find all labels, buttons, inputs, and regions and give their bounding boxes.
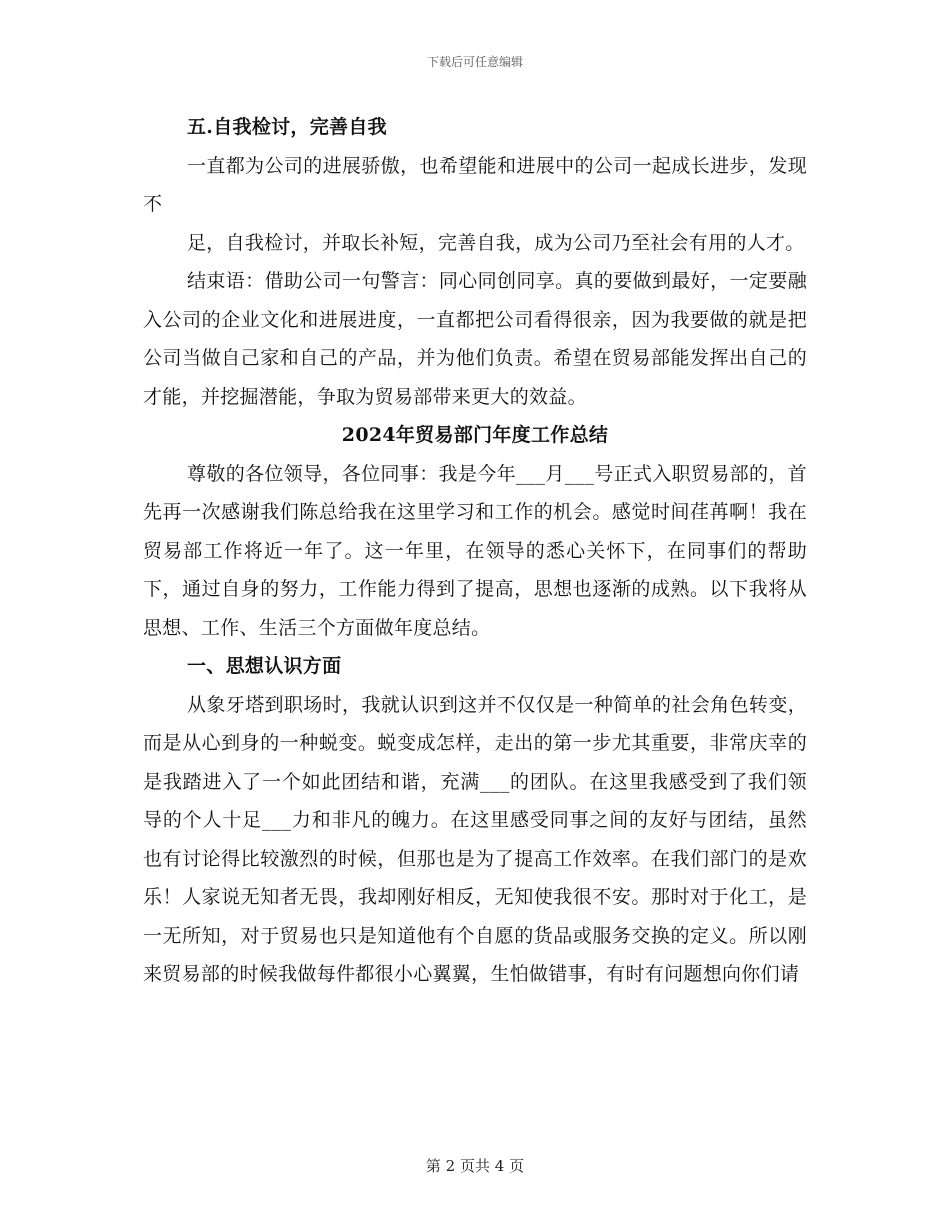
section-heading: 五.自我检讨，完善自我 — [187, 116, 387, 138]
page-header: 下载后可任意编辑 — [426, 55, 523, 69]
section-heading: 一、思想认识方面 — [187, 655, 342, 677]
document-title: 2024年贸易部门年度工作总结 — [341, 424, 609, 446]
paragraph: 一直都为公司的进展骄傲，也希望能和进展中的公司一起成长进步，发现不 — [143, 154, 807, 215]
document-body — [143, 108, 807, 994]
paragraph: 结束语：借助公司一句警言：同心同创同享。真的要做到最好，一定要融入公司的企业文化和进展进度，一直都把公司看得很亲，因为我要做的就是把公司当做自己家和自己的产品，并为他们负责。希望在贸易部能发挥出自己的才能，并挖掘潜能，争取为贸易部带来更大的效益。 — [143, 270, 807, 408]
paragraph: 尊敬的各位领导，各位同事：我是今年___月___号正式入职贸易部的，首先再一次感谢我们陈总给我在这里学习和工作的机会。感觉时间荏苒啊！我在贸易部工作将近一年了。这一年里，在领导的悉心关怀下，在同事们的帮助下，通过自身的努力，工作能力得到了提高，思想也逐渐的成熟。以下我将从思想、工作、生活三个方面做年度总结。 — [143, 462, 807, 639]
paragraph: 足，自我检讨，并取长补短，完善自我，成为公司乃至社会有用的人才。 — [187, 231, 805, 254]
paragraph: 从象牙塔到职场时，我就认识到这并不仅仅是一种简单的社会角色转变，而是从心到身的一种蜕变。蜕变成怎样，走出的第一步尤其重要，非常庆幸的是我踏进入了一个如此团结和谐，充满___的团队。在这里我感受到了我们领导的个人十足___力和非凡的魄力。在这里感受同事之间的友好与团结，虽然也有讨论得比较激烈的时候，但那也是为了提高工作效率。在我们部门的是欢乐！人家说无知者无畏，我却刚好相反，无知使我很不安。那时对于化工，是一无所知，对于贸易也只是知道他有个自愿的货品或服务交换的定义。所以刚来贸易部的时候我做每件都很小心翼翼，生怕做错事，有时有问题想向你们请 — [143, 693, 807, 985]
page-footer: 第 2 页共 4 页 — [425, 1157, 525, 1175]
